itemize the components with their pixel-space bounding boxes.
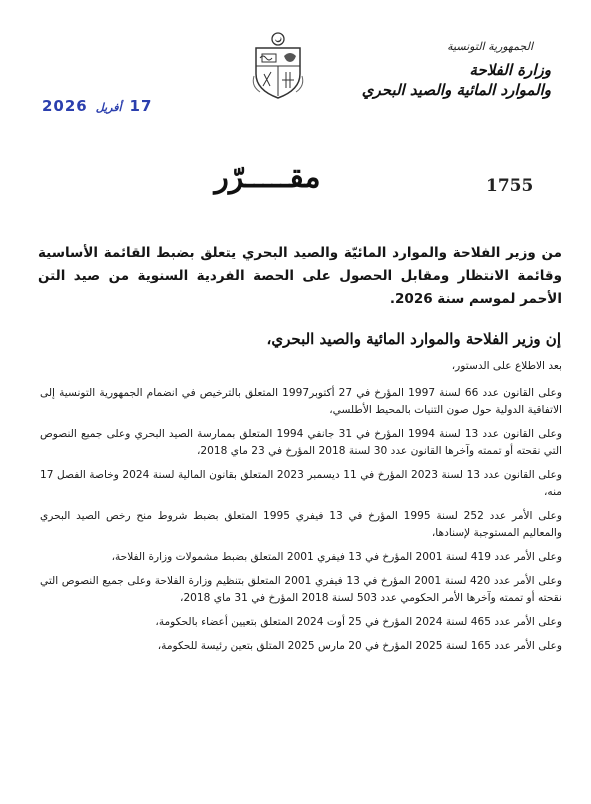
date-stamp <box>42 97 152 115</box>
clause-decree-165-2025: وعلى الأمر عدد 165 لسنة 2025 المؤرخ في 20 مارس 2025 المتلق بتعين رئيسة للحكومة، <box>157 640 562 652</box>
clause-decree-465-2024: وعلى الأمر عدد 465 لسنة 2024 المؤرخ في 25 أوت 2024 المتعلق بتعيين أعضاء بالحكومة، <box>155 616 562 628</box>
ministry-line-1: وزارة الفلاحة <box>469 61 551 79</box>
document-title: مقـــــرّر <box>214 160 321 195</box>
stamp-month: أفريل <box>95 101 122 114</box>
ministry-heading <box>351 60 551 100</box>
clause-decree-419-2001: وعلى الأمر عدد 419 لسنة 2001 المؤرخ في 13 فيفري 2001 المتعلق بضبط مشمولات وزارة الفلاحة، <box>111 551 562 563</box>
clause-law-13-1994: وعلى القانون عدد 13 لسنة 1994 المؤرخ في 31 جانفي 1994 المتعلق بممارسة الصيد البحري وعلى جميع النصوص التي نقحته أو تممته وآخرها القانون عدد 30 لسنة 2018 المؤرخ في 23 ماي 2018، <box>40 428 562 457</box>
republic-heading: الجمهورية التونسية <box>447 40 533 53</box>
clause-decree-420-2001: وعلى الأمر عدد 420 لسنة 2001 المؤرخ في 13 فيفري 2001 المتعلق بتنظيم وزارة الفلاحة وعلى جميع النصوص التي نقحته أو تممته وآخرها الأمر الحكومي عدد 503 لسنة 2018 المؤرخ في 31 ماي 2018، <box>40 575 562 604</box>
stamp-day: 17 <box>129 97 153 115</box>
clause-law-66-1997: وعلى القانون عدد 66 لسنة 1997 المؤرخ في 27 أكتوبر1997 المتعلق بالترخيص في انضمام الجمهورية التونسية إلى الاتفاقية الدولية حول صون التنيات بالمحيط الأطلسي، <box>40 387 562 416</box>
stamp-year: 2026 <box>42 97 88 115</box>
ministry-line-2: والموارد المائية والصيد البحري <box>361 81 551 99</box>
minister-heading: إن وزير الفلاحة والموارد المائية والصيد البحري، <box>266 330 561 348</box>
legal-references <box>40 358 562 662</box>
coat-of-arms-icon <box>246 30 310 102</box>
document-subject: من وزير الفلاحة والموارد المائيّة والصيد البحري يتعلق بضبط القائمة الأساسية وقائمة الانتظار ومقابل الحصول على الحصة الفردية السنوية من صيد التن الأحمر لموسم سنة 2026. <box>38 245 562 307</box>
clause-law-13-2023: وعلى القانون عدد 13 لسنة 2023 المؤرخ في 11 ديسمبر 2023 المتعلق بقانون المالية لسنة 2024 وخاصة الفصل 17 منه، <box>40 469 562 498</box>
clause-constitution: بعد الاطلاع على الدستور، <box>451 360 562 372</box>
clause-decree-252-1995: وعلى الأمر عدد 252 لسنة 1995 المؤرخ في 13 فيفري 1995 المتعلق بضبط شروط منح رخص الصيد البحري والمعاليم المستوجبة لإسنادها، <box>40 510 562 539</box>
document-number: 1755 <box>486 176 534 196</box>
